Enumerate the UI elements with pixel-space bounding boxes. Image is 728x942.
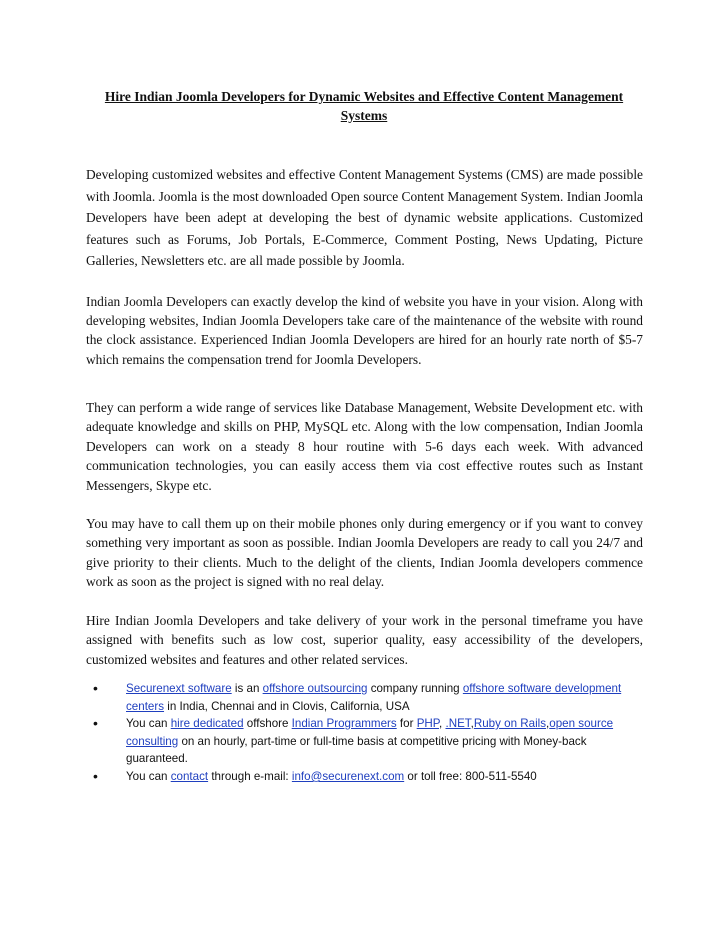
list-text: You can [126, 717, 171, 731]
ruby-on-rails-link[interactable]: Ruby on Rails [473, 717, 547, 731]
hire-dedicated-link[interactable]: hire dedicated [170, 717, 244, 731]
list-text: company running [367, 682, 463, 695]
paragraph-intro: Developing customized websites and effective Content Management Systems (CMS) are made possible with Joomla. Joomla is the most downloaded Open source Content Management System. Indian Joomla Developers have been adept at developing the best of dynamic website applications. Customized features such as Forums, Job Portals, E-Commerce, Comment Posting, News Updating, Picture Galleries, Newsletters etc. are all made possible by Joomla. [86, 167, 643, 269]
contact-link[interactable]: contact [170, 769, 209, 783]
list-item-company [86, 680, 646, 715]
list-text: on an hourly, part-time or full-time basis at competitive pricing with Money-back guaranteed. [126, 734, 587, 766]
paragraph-vision: Indian Joomla Developers can exactly develop the kind of website you have in your vision. Along with developing websites, Indian Joomla Developers take care of the maintenance of the website with round the clock assistance. Experienced Indian Joomla Developers are hired for an hourly rate north of $5-7 which remains the compensation trend for Joomla Developers. [86, 294, 643, 367]
offshore-dev-centers-link[interactable]: offshore software development centers [126, 682, 622, 713]
list-text: , [439, 717, 446, 731]
list-text: for [396, 717, 417, 731]
bullet-icon: • [93, 767, 98, 784]
list-text: in India, Chennai and in Clovis, California, USA [164, 699, 410, 713]
company-links-list [86, 680, 646, 786]
list-text: is an [231, 682, 263, 695]
paragraph-services: They can perform a wide range of services like Database Management, Website Development etc. with adequate knowledge and skills on PHP, MySQL etc. Along with the low compensation, Indian Joomla Developers can work on a steady 8 hour routine with 5-6 days each week. With advanced communication technologies, you can easily access them via cost effective routes such as Instant Messengers, Skype etc. [86, 400, 643, 493]
paragraph-availability: You may have to call them up on their mobile phones only during emergency or if you want to convey something very important as soon as possible. Indian Joomla Developers are ready to call you 24/7 and give priority to their clients. Much to the delight of the clients, Indian Joomla developers commence work as soon as the project is signed with no real delay. [86, 516, 643, 590]
list-text: , [546, 717, 550, 731]
securenext-software-link[interactable]: Securenext software [126, 682, 232, 695]
list-text: offshore [243, 717, 292, 731]
list-text: You can [126, 769, 171, 783]
list-text: through e-mail: [208, 769, 292, 783]
bullet-icon: • [93, 715, 98, 732]
php-link[interactable]: PHP [416, 717, 440, 731]
list-text: , [470, 717, 474, 731]
email-link[interactable]: info@securenext.com [291, 769, 405, 783]
list-item-contact [86, 768, 646, 786]
open-source-consulting-link[interactable]: open source consulting [126, 717, 614, 748]
page-title: Hire Indian Joomla Developers for Dynamic Websites and Effective Content Management Systems [104, 89, 624, 123]
paragraph-hire: Hire Indian Joomla Developers and take delivery of your work in the personal timeframe you have assigned with benefits such as low cost, superior quality, easy accessibility of the developers, customized websites and features and other related services. [86, 613, 643, 667]
dotnet-link[interactable]: .NET [445, 717, 471, 731]
bullet-icon: • [93, 680, 98, 696]
offshore-outsourcing-link[interactable]: offshore outsourcing [262, 682, 368, 695]
list-text: or toll free: 800-511-5540 [404, 769, 537, 783]
indian-programmers-link[interactable]: Indian Programmers [291, 717, 397, 731]
list-item-hire [86, 715, 646, 768]
